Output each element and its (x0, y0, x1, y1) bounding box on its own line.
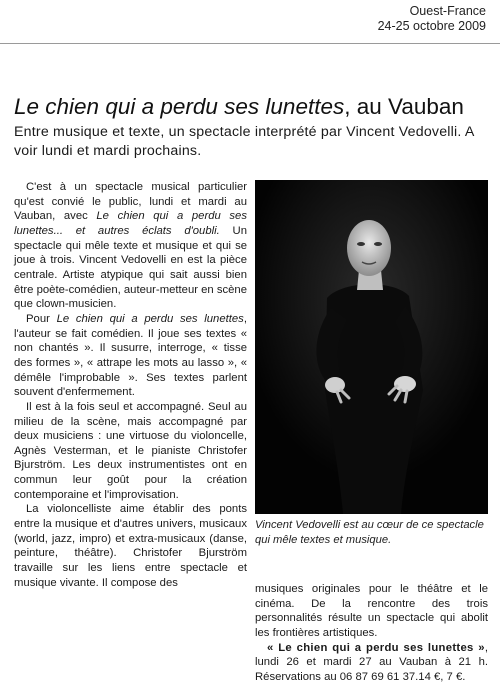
header-rule (0, 43, 500, 44)
p2-show-title: Le chien qui a perdu ses lunettes (56, 312, 244, 325)
source-date: 24-25 octobre 2009 (377, 19, 486, 33)
p2-text-c: , l'auteur se fait comédien. Il joue ses textes « non chantés ». Il susurre, interroge, « tisse des formes », « attrape les mots au lasso », « démêle l'improbable ». Ses textes parlent souvent d'enfermement. (14, 312, 247, 399)
photo-caption: Vincent Vedovelli est au cœur de ce spectacle qui mêle textes et musique. (255, 519, 484, 546)
source-name: Ouest-France (409, 4, 486, 18)
paragraph-3: Il est à la fois seul et accompagné. Seul au milieu de la scène, mais accompagné par deux musiciens : une virtuose du violoncelle, Agnès Vesterman, et le pianiste Christofer Bjurström. Les deux instrumentistes ont en commun leur goût pour la création contemporaine et l'improvisation. (14, 400, 247, 501)
event-title-bold: « Le chien qui a perdu ses lunettes » (267, 641, 485, 654)
headline-venue: , au Vauban (344, 94, 464, 119)
paragraph-5: musiques originales pour le théâtre et le cinéma. De la rencontre des trois personnalités résulte un spectacle qui abolit les frontières artistiques. (255, 583, 488, 639)
p1-text-a: C'est à un spectacle musical particulier qu'est convié le public, lundi et mardi au Vauban, avec (14, 181, 247, 223)
headline-title: Le chien qui a perdu ses lunettes (14, 94, 345, 119)
p1-show-title: Le chien qui a perdu ses lunettes... et autres éclats d'oubli. (14, 210, 247, 237)
event-details: , lundi 26 et mardi 27 au Vauban à 21 h. Réservations au 06 87 69 61 37.14 €, 7 €. (255, 641, 488, 683)
p1-text-c: Un spectacle qui mêle texte et musique et qui se joue à trois. Vincent Vedovelli en est la pièce centrale. Artiste atypique qui sait aussi bien être poète-comédien, auteur-metteur en scène que clown-musicien. (14, 224, 247, 311)
paragraph-4: La violoncelliste aime établir des ponts entre la musique et d'autres univers, musicaux (world, jazz, impro) et extra-musicaux (danse, peinture, théâtre). Christofer Bjurström travaille sur les liens entre spectacle et musique vivante. Il compose des (14, 503, 247, 589)
p2-text-a: Pour (26, 312, 57, 325)
article-headline (14, 94, 492, 120)
newspaper-source (378, 4, 486, 34)
paragraph-6 (255, 641, 488, 685)
paragraph-2 (14, 312, 247, 400)
article-column-left (14, 180, 247, 590)
article-column-right (255, 582, 488, 685)
performer-photo (255, 180, 488, 514)
paragraph-1 (14, 180, 247, 312)
performer-photo-image (255, 180, 488, 514)
article-standfirst: Entre musique et texte, un spectacle interprété par Vincent Vedovelli. A voir lundi et mardi prochains. (14, 124, 474, 159)
